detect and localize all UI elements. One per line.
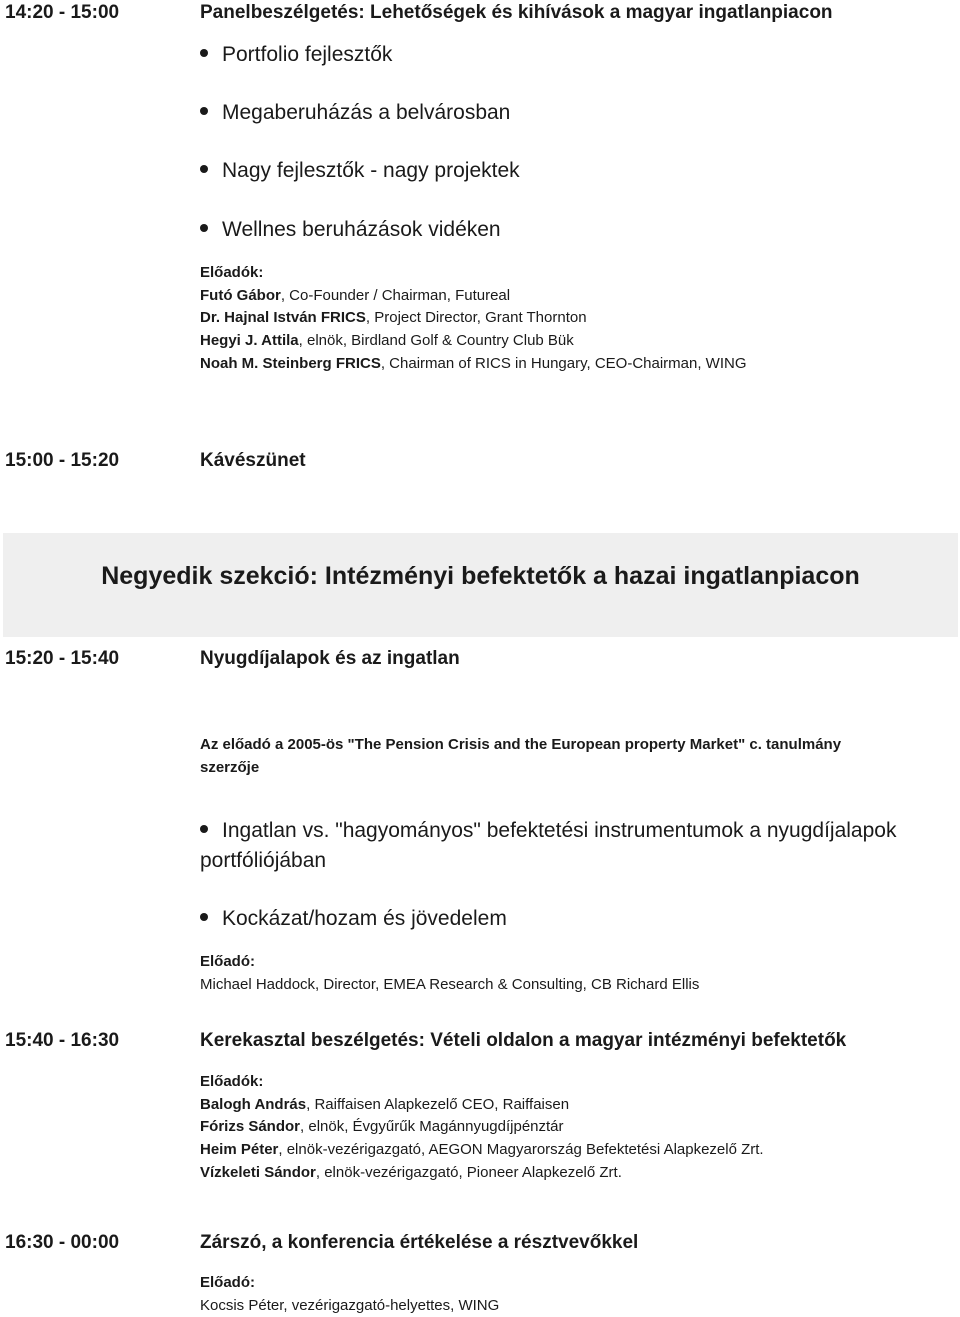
speaker-line: Kocsis Péter, vezérigazgató-helyettes, WING [200,1297,500,1314]
speaker-role: , Project Director, Grant Thornton [365,309,587,326]
bullet-text: Wellnes beruházások vidéken [222,218,501,241]
bullet-icon [200,224,208,232]
speaker-role: , elnök, Birdland Golf & Country Club Bük [298,332,574,349]
bullet-text: Kockázat/hozam és jövedelem [222,907,507,930]
bullet-item [200,43,392,67]
section-title: Negyedik szekció: Intézményi befektetők a hazai ingatlanpiacon [101,562,860,590]
session-time: 16:30 - 00:00 [5,1232,120,1253]
bullet-item [200,819,896,843]
speaker-role: , elnök-vezérigazgató, AEGON Magyarország Befektetési Alapkezelő Zrt. [278,1141,764,1158]
bullet-text: Megaberuházás a belvárosban [222,101,511,124]
session-time: 15:20 - 15:40 [5,648,120,669]
speaker-line [200,1118,564,1135]
speaker-name: Hegyi J. Attila [200,332,299,349]
speaker-name: Noah M. Steinberg FRICS [200,355,381,372]
session-note: szerzője [200,759,260,776]
speaker-role: , elnök-vezérigazgató, Pioneer Alapkezelő Zrt. [315,1164,622,1181]
session-time: 15:40 - 16:30 [5,1030,120,1051]
session-title: Nyugdíjalapok és az ingatlan [200,648,460,669]
speaker-name: Fórizs Sándor [200,1118,301,1135]
speaker-name: Futó Gábor [200,287,281,304]
bullet-icon [200,165,208,173]
bullet-text: Nagy fejlesztők - nagy projektek [222,159,520,182]
speaker-role: , Co-Founder / Chairman, Futureal [280,287,511,304]
speaker-name: Vízkeleti Sándor [200,1164,316,1181]
speaker-line [200,287,510,304]
session-time: 14:20 - 15:00 [5,2,120,23]
speaker-name: Heim Péter [200,1141,279,1158]
session-title: Zárszó, a konferencia értékelése a résztvevőkkel [200,1232,639,1253]
speaker-role: , Chairman of RICS in Hungary, CEO-Chairman, WING [380,355,747,372]
bullet-text: Portfolio fejlesztők [222,43,393,66]
bullet-text: Ingatlan vs. "hagyományos" befektetési instrumentumok a nyugdíjalapok [222,819,897,842]
speakers-label: Előadó: [200,953,255,970]
speaker-name: Balogh András [200,1096,307,1113]
session-note: Az előadó a 2005-ös "The Pension Crisis and the European property Market" c. tanulmány [200,736,842,753]
speaker-line [200,309,587,326]
speakers-label: Előadó: [200,1274,255,1291]
bullet-icon [200,49,208,57]
bullet-icon [200,913,208,921]
bullet-item [200,159,520,183]
speaker-role: , elnök, Évgyűrűk Magánnyugdíjpénztár [300,1118,564,1135]
bullet-item [200,101,510,125]
speaker-line [200,1164,622,1181]
speakers-label: Előadók: [200,1073,264,1090]
bullet-item [200,907,507,931]
speaker-role: , Raiffaisen Alapkezelő CEO, Raiffaisen [306,1096,570,1113]
bullet-text-continuation: portfóliójában [200,849,327,872]
session-title: Panelbeszélgetés: Lehetőségek és kihívások a magyar ingatlanpiacon [200,2,833,23]
bullet-icon [200,107,208,115]
speaker-line [200,332,574,349]
speaker-line [200,1096,569,1113]
session-title: Kerekasztal beszélgetés: Vételi oldalon a magyar intézményi befektetők [200,1030,847,1051]
speaker-line: Michael Haddock, Director, EMEA Research & Consulting, CB Richard Ellis [200,976,700,993]
speaker-line [200,355,747,372]
session-title: Kávészünet [200,450,306,471]
speaker-name: Dr. Hajnal István FRICS [200,309,366,326]
bullet-icon [200,825,208,833]
bullet-item [200,218,501,242]
speaker-line [200,1141,764,1158]
section-header [3,533,958,637]
session-time: 15:00 - 15:20 [5,450,120,471]
speakers-label: Előadók: [200,264,264,281]
